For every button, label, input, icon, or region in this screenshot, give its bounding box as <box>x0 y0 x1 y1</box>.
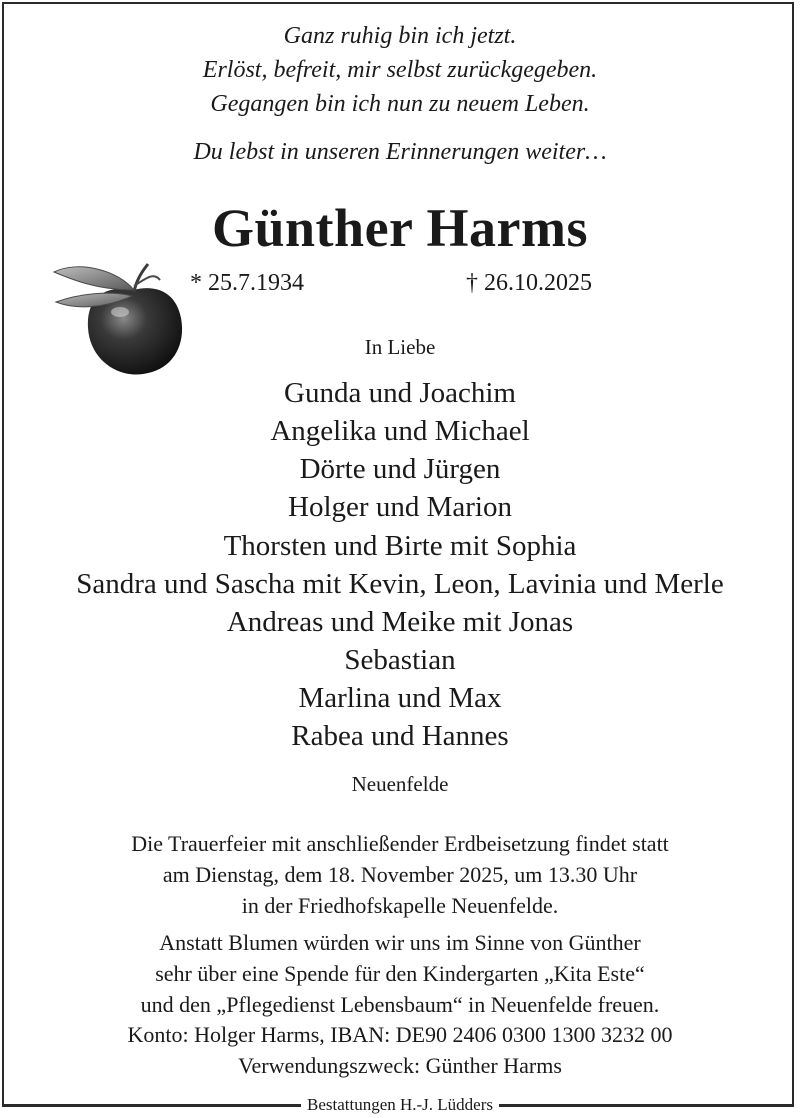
family-line: Andreas und Meike mit Jonas <box>226 606 574 638</box>
apple-icon <box>48 250 188 380</box>
family-line: Holger und Marion <box>288 491 512 523</box>
memory-line: Du lebst in unseren Erinnerungen weiter… <box>193 139 607 165</box>
deceased-name: Günther Harms <box>211 198 588 258</box>
birth-date: * 25.7.1934 <box>190 270 304 296</box>
in-love-label: In Liebe <box>364 335 436 359</box>
family-line: Thorsten und Birte mit Sophia <box>223 530 577 562</box>
family-line: Dörte und Jürgen <box>299 453 501 485</box>
poem-line-2: Erlöst, befreit, mir selbst zurückgegeben. <box>202 57 598 83</box>
ceremony-line: Die Trauerfeier mit anschließender Erdbeisetzung findet statt <box>131 831 669 856</box>
family-line: Sandra und Sascha mit Kevin, Leon, Lavinia und Merle <box>76 568 724 600</box>
place-label: Neuenfelde <box>351 772 449 796</box>
undertaker-credit: Bestattungen H.-J. Lüdders <box>301 1094 499 1116</box>
donation-line: sehr über eine Spende für den Kindergarten „Kita Este“ <box>155 961 645 986</box>
death-date: † 26.10.2025 <box>466 270 592 296</box>
donation-line: Konto: Holger Harms, IBAN: DE90 2406 0300 1300 3232 00 <box>127 1022 673 1047</box>
family-line: Sebastian <box>344 644 456 676</box>
donation-line: Anstatt Blumen würden wir uns im Sinne von Günther <box>159 930 641 955</box>
donation-line: Verwendungszweck: Günther Harms <box>238 1053 562 1078</box>
poem-line-1: Ganz ruhig bin ich jetzt. <box>283 23 517 49</box>
footer <box>0 1094 800 1116</box>
poem-line-3: Gegangen bin ich nun zu neuem Leben. <box>210 91 590 117</box>
family-line: Gunda und Joachim <box>284 377 516 409</box>
donation-line: und den „Pflegedienst Lebensbaum“ in Neuenfelde freuen. <box>140 992 660 1017</box>
ceremony-line: am Dienstag, dem 18. November 2025, um 13.30 Uhr <box>162 862 638 887</box>
family-line: Marlina und Max <box>298 682 502 714</box>
family-line: Rabea und Hannes <box>291 720 509 752</box>
ceremony-line: in der Friedhofskapelle Neuenfelde. <box>241 893 559 918</box>
family-line: Angelika und Michael <box>270 415 530 447</box>
